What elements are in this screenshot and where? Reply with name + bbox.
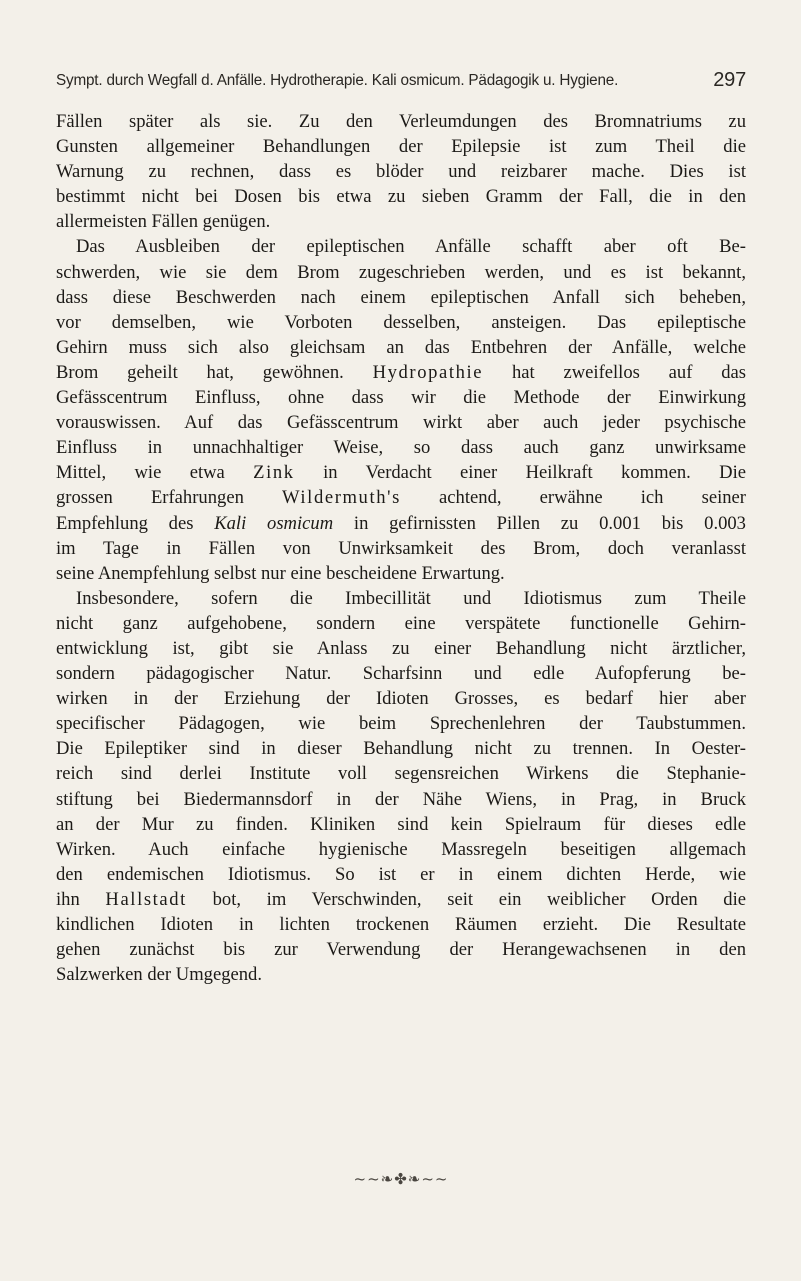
text-line [56, 460, 746, 485]
text-segment: in Verdacht einer Heilkraft kommen. Die [323, 462, 746, 484]
text-line: Warnung zu rechnen, dass es blöder und reizbarer mache. Dies ist [56, 161, 746, 183]
running-title: Sympt. durch Wegfall d. Anfälle. Hydrotherapie. Kali osmicum. Pädagogik u. Hygiene. [56, 72, 619, 89]
spaced-term: Wildermuth's [282, 487, 401, 509]
text-line [56, 887, 746, 912]
text-line: stiftung bei Biedermannsdorf in der Nähe Wiens, in Prag, in Bruck [56, 788, 746, 810]
text-line: Gunsten allgemeiner Behandlungen der Epilepsie ist zum Theil die [56, 136, 746, 158]
spaced-term: Hallstadt [105, 888, 187, 910]
text-segment: Brom geheilt hat, gewöhnen. [56, 361, 344, 383]
book-page [56, 0, 746, 1281]
text-segment: in gefirnissten Pillen zu 0.001 bis 0.003 [353, 512, 746, 534]
text-line: Fällen später als sie. Zu den Verleumdungen des Bromnatriums zu [56, 111, 746, 132]
text-line: den endemischen Idiotismus. So ist er in einem dichten Herde, wie [56, 863, 746, 885]
spaced-term: Zink [253, 462, 295, 484]
text-line: im Tage in Fällen von Unwirksamkeit des Brom, doch veranlasst [56, 537, 746, 559]
text-line: Wirken. Auch einfache hygienische Massregeln beseitigen allgemach [56, 838, 746, 860]
text-line: vor demselben, wie Vorboten desselben, ansteigen. Das epileptische [56, 311, 746, 333]
text-line: sondern pädagogischer Natur. Scharfsinn und edle Aufopferung be- [56, 663, 746, 685]
text-line: Einfluss in unnachhaltiger Weise, so dass auch ganz unwirksame [56, 437, 746, 459]
text-line: Die Epileptiker sind in dieser Behandlung nicht zu trennen. In Oester- [56, 738, 746, 760]
text-line: nicht ganz aufgehobene, sondern eine verspätete functionelle Gehirn- [56, 612, 746, 634]
text-line [56, 360, 746, 385]
body-text [56, 109, 746, 987]
italic-term: Kali osmicum [214, 512, 334, 534]
text-line [56, 511, 746, 536]
text-line: specifischer Pädagogen, wie beim Sprechenlehren der Taubstummen. [56, 713, 746, 735]
text-segment: Empfehlung des [56, 512, 194, 534]
text-segment: bot, im Verschwinden, seit ein weiblicher Orden die [212, 888, 746, 910]
text-line: wirken in der Erziehung der Idioten Grosses, es bedarf hier aber [56, 688, 746, 710]
text-line: Salzwerken der Umgegend. [56, 964, 263, 986]
text-segment: achtend, erwähne ich seiner [439, 487, 746, 509]
text-line: Gefässcentrum Einfluss, ohne dass wir die Methode der Einwirkung [56, 387, 746, 409]
text-line: Insbesondere, sofern die Imbecillität und Idiotismus zum Theile [76, 587, 746, 609]
page-number: 297 [713, 69, 746, 91]
text-line: gehen zunächst bis zur Verwendung der Herangewachsenen in den [56, 939, 746, 961]
text-line: Gehirn muss sich also gleichsam an das Entbehren der Anfälle, welche [56, 336, 746, 358]
text-line: entwicklung ist, gibt sie Anlass zu einer Behandlung nicht ärztlicher, [56, 637, 746, 659]
text-segment: grossen Erfahrungen [56, 487, 244, 509]
running-head [56, 69, 746, 91]
text-line: reich sind derlei Institute voll segensreichen Wirkens die Stephanie- [56, 763, 746, 785]
text-line: seine Anempfehlung selbst nur eine bescheidene Erwartung. [56, 562, 505, 584]
text-line: schwerden, wie sie dem Brom zugeschrieben werden, und es ist bekannt, [56, 261, 746, 283]
spaced-term: Hydropathie [372, 361, 484, 383]
text-segment: Mittel, wie etwa [56, 462, 225, 484]
text-line: kindlichen Idioten in lichten trockenen Räumen erzieht. Die Resultate [56, 914, 746, 935]
text-line: allermeisten Fällen genügen. [56, 211, 271, 233]
text-segment: ihn [56, 888, 80, 910]
text-line: an der Mur zu finden. Kliniken sind kein Spielraum für dieses edle [56, 813, 746, 835]
text-line: bestimmt nicht bei Dosen bis etwa zu sieben Gramm der Fall, die in den [56, 186, 746, 208]
text-line [56, 485, 746, 510]
text-segment: hat zweifellos auf das [511, 361, 747, 383]
text-line: dass diese Beschwerden nach einem epileptischen Anfall sich beheben, [56, 286, 746, 308]
text-line: Das Ausbleiben der epileptischen Anfälle schafft aber oft Be- [76, 236, 746, 258]
end-ornament: ~~❧✤❧~~ [353, 1170, 449, 1188]
text-line: vorauswissen. Auf das Gefässcentrum wirkt aber auch jeder psychische [56, 412, 746, 434]
